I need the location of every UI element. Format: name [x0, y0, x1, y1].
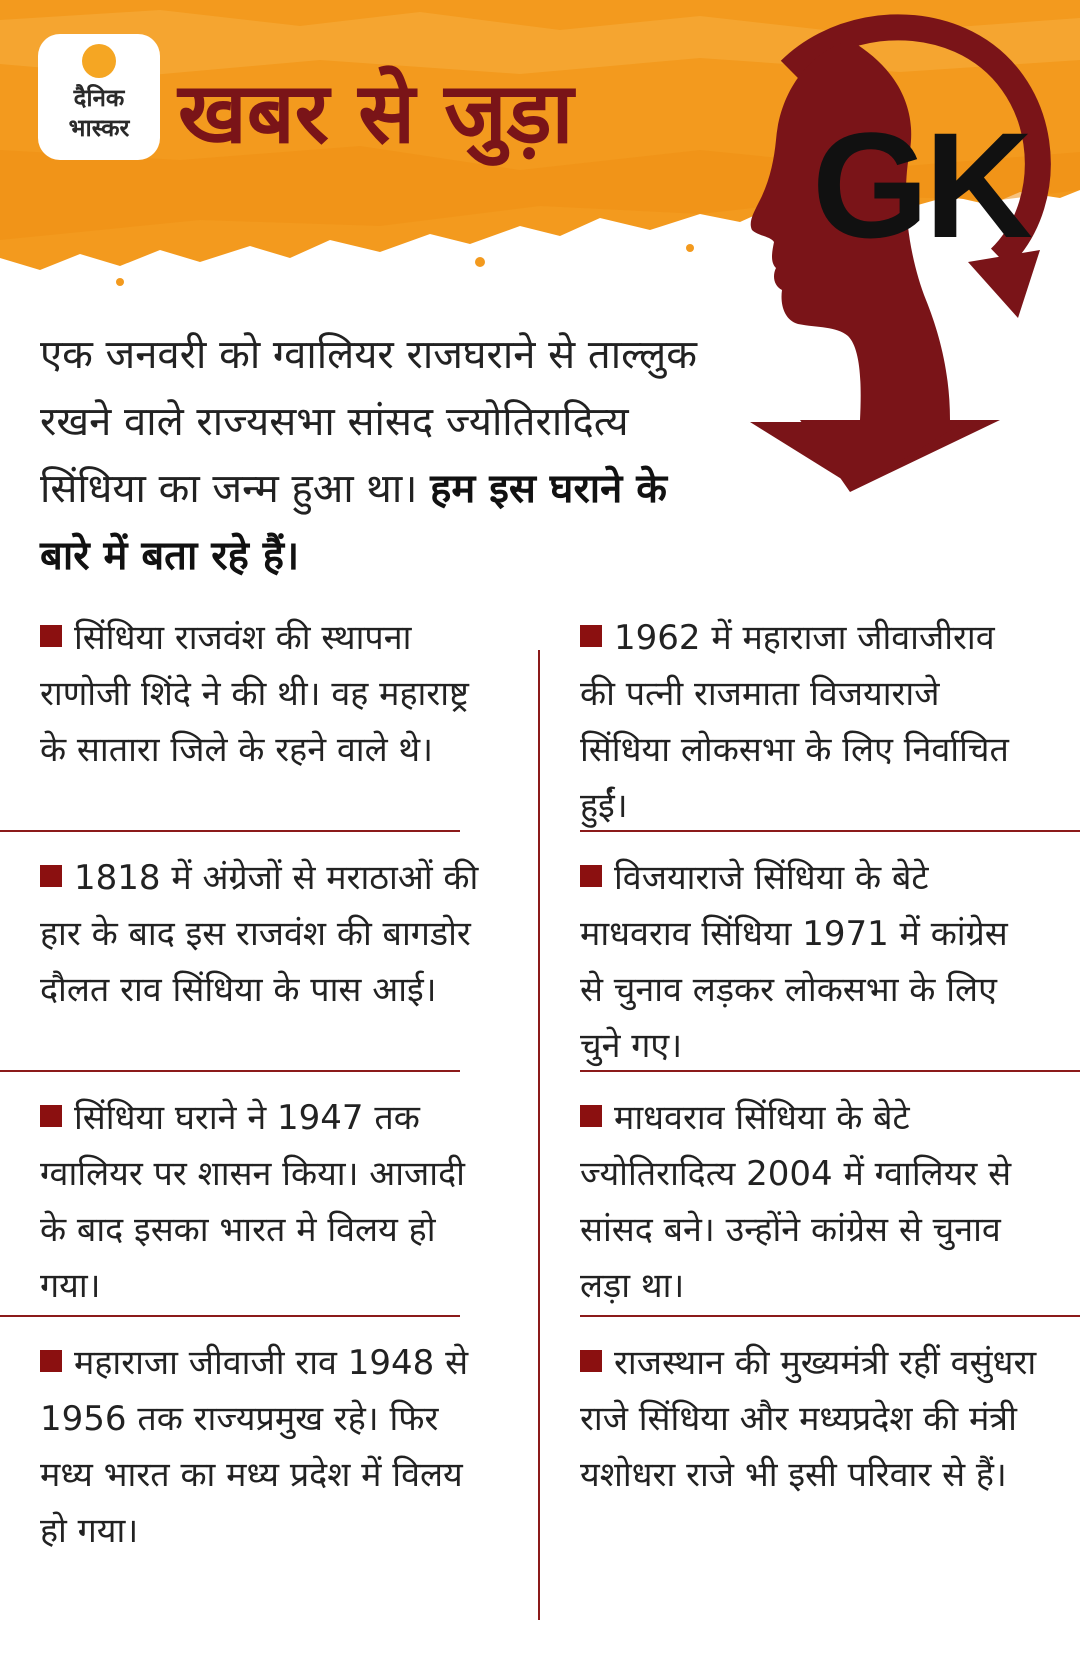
bullet-icon [40, 625, 62, 647]
bullet-icon [580, 625, 602, 647]
fact-left-3 [40, 1090, 500, 1314]
separator [0, 1070, 460, 1072]
intro-paragraph [40, 322, 720, 590]
fact-text: विजयाराजे सिंधिया के बेटे माधवराव सिंधिया 1971 में कांग्रेस से चुनाव लड़कर लोकसभा के लिए चुने गए। [580, 858, 1008, 1066]
column-divider [538, 650, 540, 1620]
fact-text: 1818 में अंग्रेजों से मराठाओं की हार के बाद इस राजवंश की बागडोर दौलत राव सिंधिया के पास आई। [40, 858, 479, 1010]
fact-text: राजस्थान की मुख्यमंत्री रहीं वसुंधरा राजे सिंधिया और मध्यप्रदेश की मंत्री यशोधरा राजे भी इसी परिवार से हैं। [580, 1343, 1037, 1495]
fact-left-4 [40, 1335, 500, 1559]
separator [580, 1315, 1080, 1317]
separator [0, 830, 460, 832]
fact-text: माधवराव सिंधिया के बेटे ज्योतिरादित्य 2004 में ग्वालियर से सांसद बने। उन्होंने कांग्रेस से चुनाव लड़ा था। [580, 1098, 1012, 1306]
gk-badge: GK [812, 101, 1029, 269]
dainik-bhaskar-logo [38, 34, 160, 160]
header-title: खबर से जुड़ा [178, 64, 574, 162]
separator [0, 1315, 460, 1317]
logo-line-1: दैनिक [73, 84, 125, 112]
sun-icon [82, 44, 116, 78]
intro-text: एक जनवरी को ग्वालियर राजघराने से ताल्लुक रखने वाले राज्यसभा सांसद ज्योतिरादित्य सिंधिया का जन्म हुआ था। [40, 332, 697, 512]
bullet-icon [580, 1105, 602, 1127]
fact-left-2 [40, 850, 500, 1018]
bullet-icon [580, 865, 602, 887]
fact-text: सिंधिया घराने ने 1947 तक ग्वालियर पर शासन किया। आजादी के बाद इसका भारत मे विलय हो गया। [40, 1098, 465, 1306]
fact-text: 1962 में महाराजा जीवाजीराव की पत्नी राजमाता विजयाराजे सिंधिया लोकसभा के लिए निर्वाचित हुईं। [580, 618, 1009, 826]
bullet-icon [40, 1350, 62, 1372]
fact-text: सिंधिया राजवंश की स्थापना राणोजी शिंदे ने की थी। वह महाराष्ट्र के सातारा जिले के रहने वाले थे। [40, 618, 469, 770]
fact-right-3 [580, 1090, 1040, 1314]
separator [580, 830, 1080, 832]
fact-left-1 [40, 610, 500, 778]
bullet-icon [40, 1105, 62, 1127]
fact-right-1 [580, 610, 1040, 834]
fact-text: महाराजा जीवाजी राव 1948 से 1956 तक राज्यप्रमुख रहे। फिर मध्य भारत का मध्य प्रदेश में विलय हो गया। [40, 1343, 469, 1551]
fact-right-4 [580, 1335, 1040, 1503]
fact-right-2 [580, 850, 1040, 1074]
intro-bold-text: हम इस घराने के बारे में बता रहे हैं। [40, 466, 668, 579]
logo-line-2: भास्कर [68, 114, 130, 142]
separator [580, 1070, 1080, 1072]
bullet-icon [580, 1350, 602, 1372]
bullet-icon [40, 865, 62, 887]
